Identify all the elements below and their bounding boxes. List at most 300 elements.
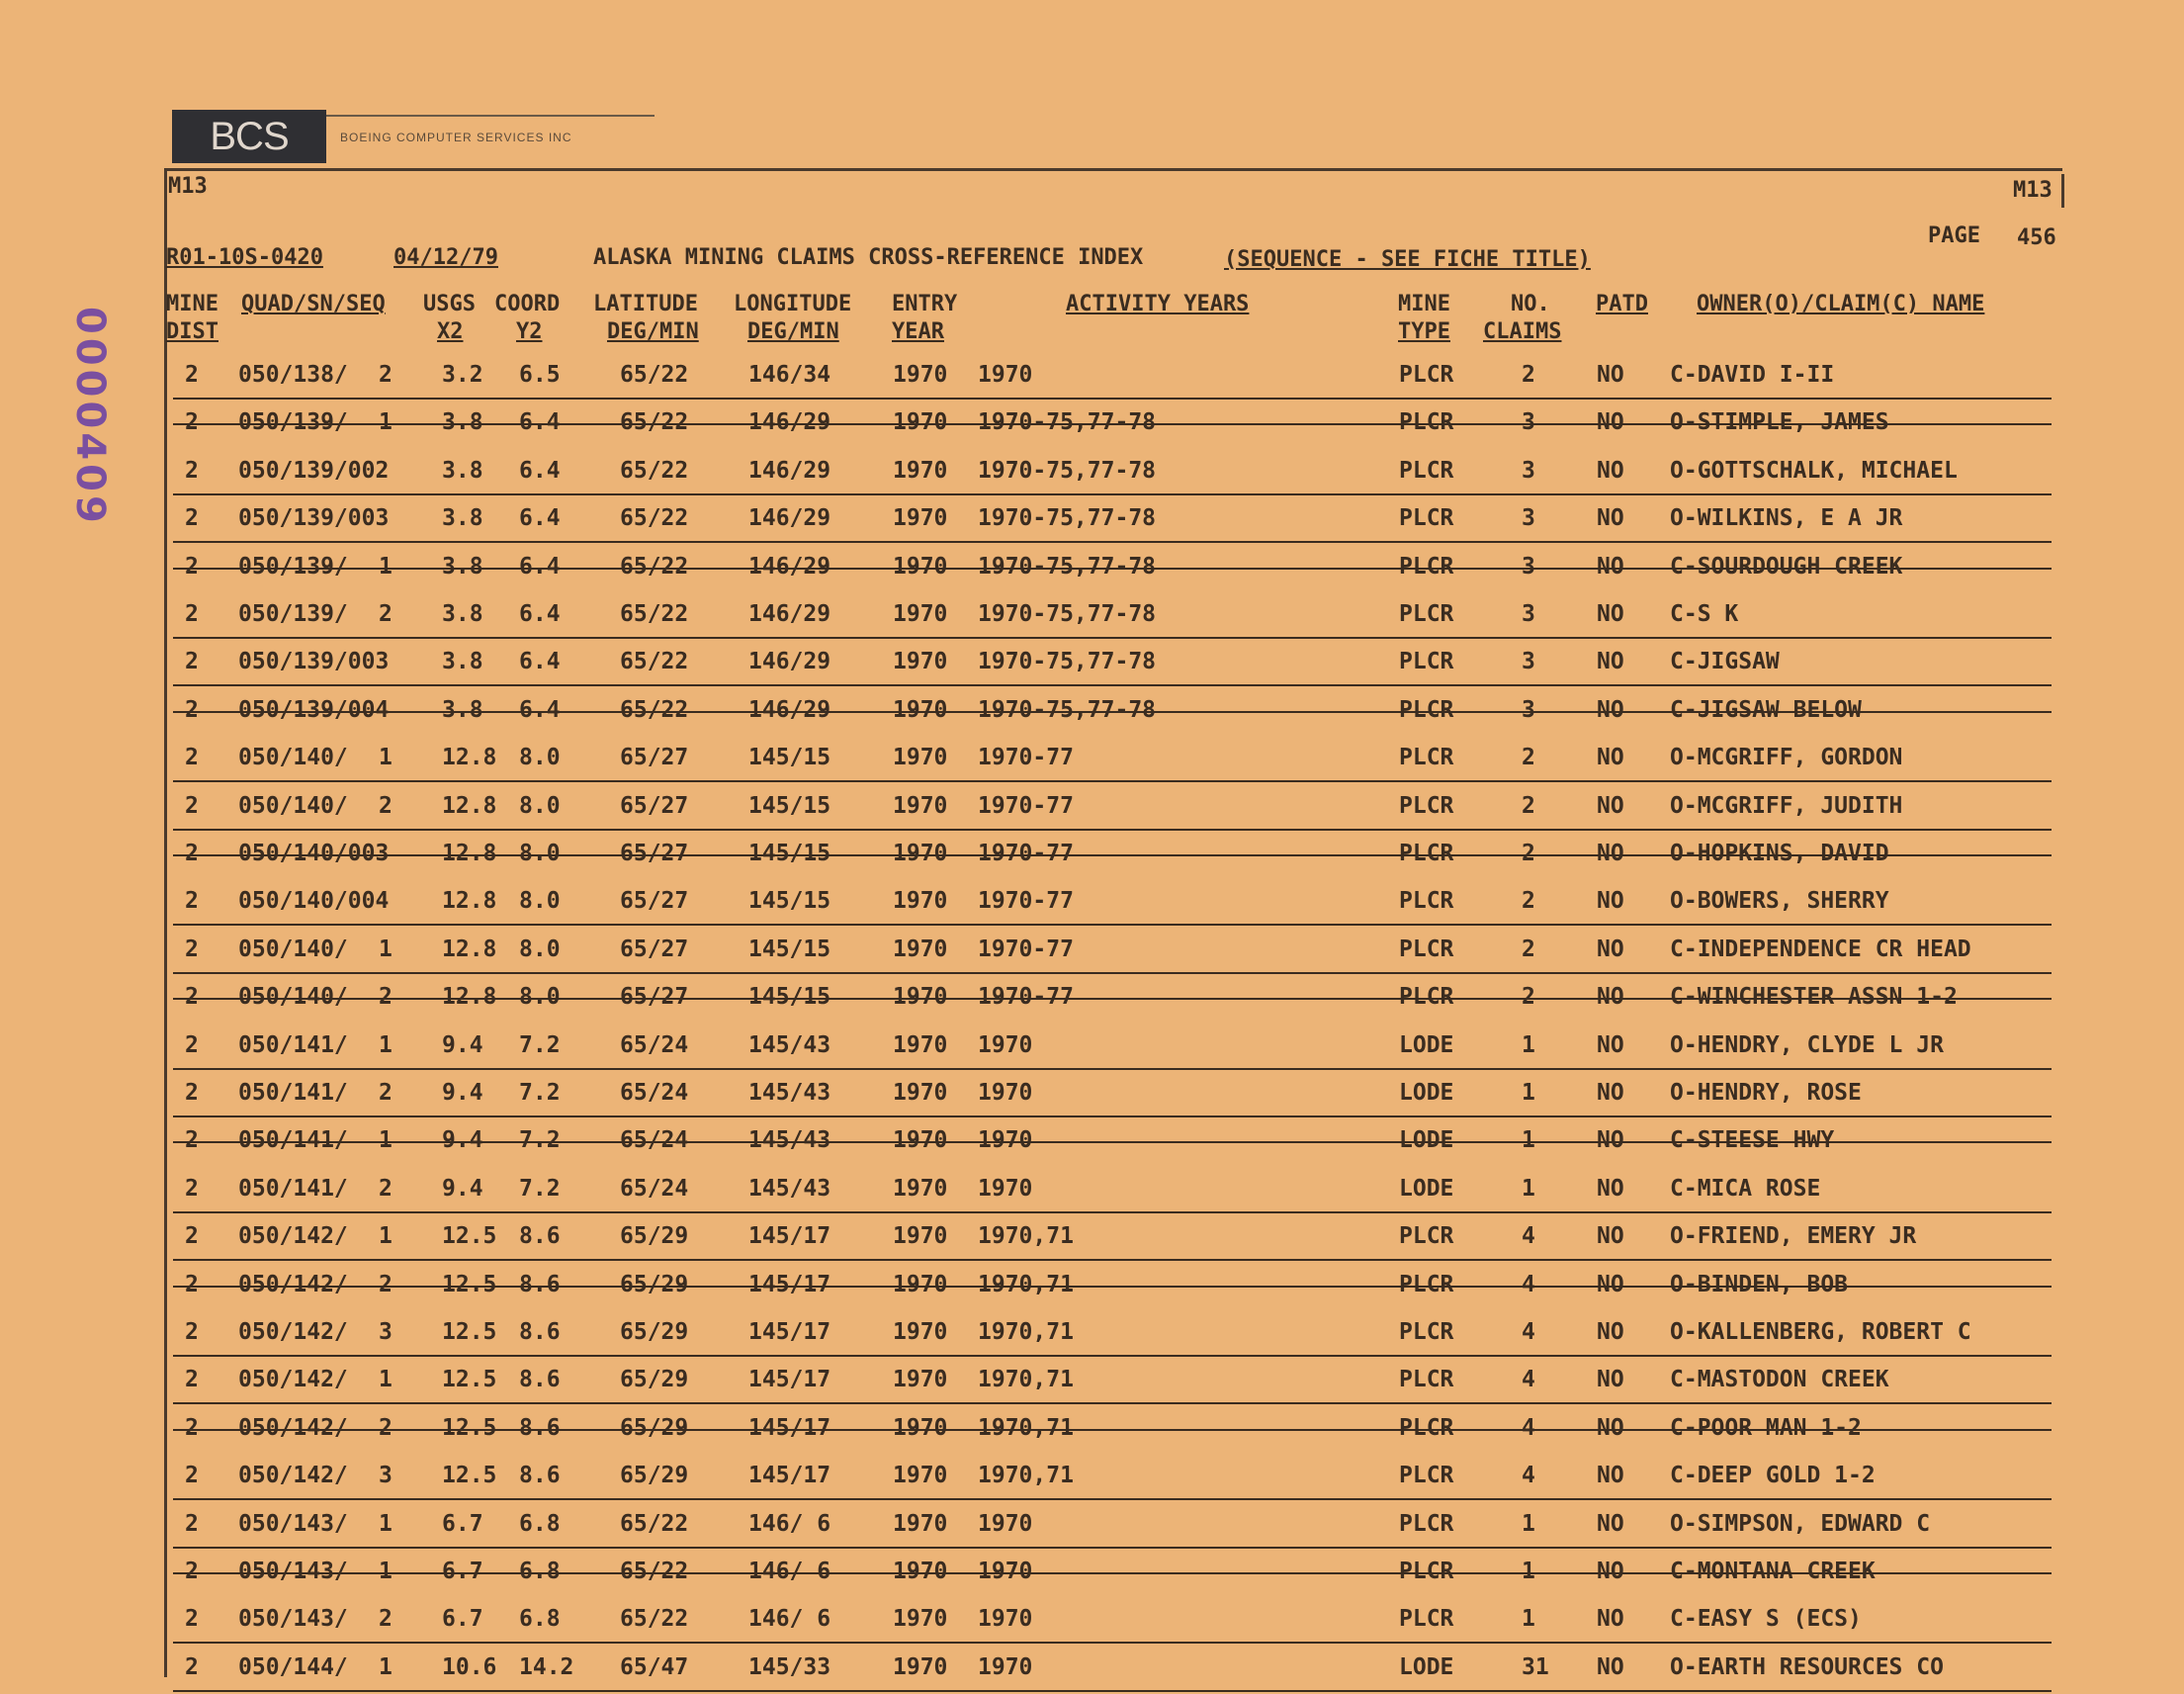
row-underline: [173, 1642, 2052, 1644]
cell-claims: 3: [1522, 696, 1535, 723]
cell-dist: 2: [185, 1271, 199, 1297]
cell-quad: 050/141/: [238, 1175, 348, 1202]
cell-owner: C-S K: [1670, 601, 1739, 627]
table-row: [173, 546, 2052, 593]
cell-lon: 146/29: [748, 505, 831, 532]
cell-quad: 050/140/: [238, 936, 348, 962]
cell-dist: 2: [185, 936, 199, 962]
cell-claims: 4: [1522, 1463, 1535, 1489]
row-strike-line: [173, 711, 2052, 713]
cell-dist: 2: [185, 1223, 199, 1250]
cell-owner: O-HOPKINS, DAVID: [1670, 841, 1889, 866]
cell-patd: NO: [1597, 792, 1624, 819]
cell-dist: 2: [185, 409, 199, 436]
cell-dist: 2: [185, 1653, 199, 1680]
cell-patd: NO: [1597, 888, 1624, 915]
cell-type: PLCR: [1399, 1559, 1454, 1584]
cell-x2: 12.8: [442, 745, 497, 771]
cell-dist: 2: [185, 601, 199, 627]
cell-y2: 6.8: [519, 1606, 561, 1633]
cell-patd: NO: [1597, 1223, 1624, 1250]
cell-activity: 1970: [978, 362, 1033, 388]
cell-lon: 146/ 6: [748, 1606, 831, 1633]
row-underline: [173, 1547, 2052, 1549]
table-row: [173, 785, 2052, 833]
report-frame-left: [164, 168, 167, 1677]
cell-lat: 65/24: [620, 1127, 689, 1154]
cell-y2: 8.6: [519, 1271, 561, 1297]
cell-owner: O-KALLENBERG, ROBERT C: [1670, 1319, 1971, 1345]
col-header-entry: ENTRY YEAR: [892, 292, 958, 344]
row-underline: [173, 972, 2052, 974]
cell-x2: 9.4: [442, 1175, 483, 1202]
cell-entry: 1970: [893, 1367, 948, 1393]
cell-dist: 2: [185, 505, 199, 532]
cell-quad: 050/140/003: [238, 841, 390, 866]
cell-owner: C-DEEP GOLD 1-2: [1670, 1463, 1876, 1489]
cell-owner: C-JIGSAW BELOW: [1670, 696, 1862, 723]
cell-entry: 1970: [893, 1031, 948, 1058]
cell-quad: 050/143/: [238, 1559, 348, 1584]
cell-y2: 7.2: [519, 1031, 561, 1058]
cell-dist: 2: [185, 841, 199, 866]
cell-quad: 050/141/: [238, 1080, 348, 1106]
cell-claims: 1: [1522, 1175, 1535, 1202]
cell-type: PLCR: [1399, 984, 1454, 1011]
cell-quad: 050/142/: [238, 1271, 348, 1297]
cell-patd: NO: [1597, 1367, 1624, 1393]
row-strike-line: [173, 854, 2052, 856]
cell-quad: 050/142/: [238, 1367, 348, 1393]
cell-owner: O-BINDEN, BOB: [1670, 1271, 1849, 1297]
cell-seq: 2: [379, 984, 393, 1011]
cell-seq: 2: [379, 1175, 393, 1202]
row-strike-line: [173, 1141, 2052, 1143]
cell-claims: 2: [1522, 888, 1535, 915]
row-underline: [173, 924, 2052, 926]
table-row: [173, 1119, 2052, 1167]
cell-entry: 1970: [893, 745, 948, 771]
cell-x2: 10.6: [442, 1653, 497, 1680]
table-row: [173, 1455, 2052, 1502]
cell-activity: 1970-75,77-78: [978, 696, 1157, 723]
cell-type: PLCR: [1399, 696, 1454, 723]
cell-seq: 1: [379, 1510, 393, 1537]
cell-entry: 1970: [893, 1559, 948, 1584]
cell-type: PLCR: [1399, 1223, 1454, 1250]
cell-entry: 1970: [893, 457, 948, 484]
cell-type: PLCR: [1399, 601, 1454, 627]
cell-dist: 2: [185, 649, 199, 675]
cell-seq: 1: [379, 1031, 393, 1058]
cell-lon: 145/17: [748, 1223, 831, 1250]
cell-quad: 050/139/: [238, 601, 348, 627]
cell-lon: 145/15: [748, 888, 831, 915]
cell-owner: O-HENDRY, CLYDE L JR: [1670, 1031, 1944, 1058]
cell-patd: NO: [1597, 1653, 1624, 1680]
table-row: [173, 1647, 2052, 1694]
cell-patd: NO: [1597, 1510, 1624, 1537]
cell-activity: 1970-77: [978, 888, 1074, 915]
report-id: R01-10S-0420: [166, 245, 323, 270]
cell-type: PLCR: [1399, 1606, 1454, 1633]
cell-y2: 8.0: [519, 984, 561, 1011]
cell-type: PLCR: [1399, 792, 1454, 819]
cell-seq: 2: [379, 1080, 393, 1106]
cell-type: PLCR: [1399, 362, 1454, 388]
table-row: [173, 401, 2052, 449]
cell-type: PLCR: [1399, 745, 1454, 771]
cell-patd: NO: [1597, 1559, 1624, 1584]
cell-y2: 8.6: [519, 1367, 561, 1393]
cell-lat: 65/27: [620, 745, 689, 771]
cell-type: PLCR: [1399, 505, 1454, 532]
cell-x2: 12.8: [442, 984, 497, 1011]
cell-activity: 1970-77: [978, 745, 1074, 771]
cell-lat: 65/27: [620, 841, 689, 866]
cell-lat: 65/24: [620, 1031, 689, 1058]
row-strike-line: [173, 1429, 2052, 1431]
cell-type: PLCR: [1399, 936, 1454, 962]
row-strike-line: [173, 998, 2052, 1000]
row-underline: [173, 1402, 2052, 1404]
cell-type: LODE: [1399, 1175, 1454, 1202]
cell-x2: 12.5: [442, 1271, 497, 1297]
cell-type: LODE: [1399, 1080, 1454, 1106]
cell-x2: 9.4: [442, 1031, 483, 1058]
cell-patd: NO: [1597, 601, 1624, 627]
cell-lat: 65/27: [620, 888, 689, 915]
col-header-type: MINE TYPE: [1398, 292, 1450, 344]
row-underline: [173, 829, 2052, 831]
cell-x2: 3.8: [442, 649, 483, 675]
cell-lat: 65/29: [620, 1463, 689, 1489]
cell-patd: NO: [1597, 362, 1624, 388]
table-row: [173, 976, 2052, 1024]
cell-patd: NO: [1597, 745, 1624, 771]
cell-entry: 1970: [893, 936, 948, 962]
cell-quad: 050/144/: [238, 1653, 348, 1680]
cell-type: PLCR: [1399, 1271, 1454, 1297]
col-header-patd: PATD: [1596, 292, 1648, 316]
cell-patd: NO: [1597, 1271, 1624, 1297]
cell-entry: 1970: [893, 696, 948, 723]
cell-lat: 65/22: [620, 1510, 689, 1537]
cell-claims: 2: [1522, 984, 1535, 1011]
cell-lat: 65/24: [620, 1175, 689, 1202]
cell-x2: 3.8: [442, 553, 483, 580]
row-strike-line: [173, 1286, 2052, 1288]
cell-dist: 2: [185, 792, 199, 819]
cell-owner: C-POOR MAN 1-2: [1670, 1414, 1862, 1441]
cell-owner: O-MCGRIFF, GORDON: [1670, 745, 1903, 771]
cell-lat: 65/29: [620, 1223, 689, 1250]
cell-type: PLCR: [1399, 841, 1454, 866]
cell-y2: 8.6: [519, 1463, 561, 1489]
cell-seq: 1: [379, 1653, 393, 1680]
cell-patd: NO: [1597, 505, 1624, 532]
cell-owner: O-EARTH RESOURCES CO: [1670, 1653, 1944, 1680]
cell-entry: 1970: [893, 1414, 948, 1441]
cell-dist: 2: [185, 1510, 199, 1537]
table-row: [173, 1025, 2052, 1072]
cell-activity: 1970,71: [978, 1463, 1074, 1489]
table-row: [173, 689, 2052, 737]
cell-lon: 146/34: [748, 362, 831, 388]
cell-lat: 65/29: [620, 1319, 689, 1345]
cell-quad: 050/141/: [238, 1031, 348, 1058]
cell-seq: 1: [379, 936, 393, 962]
cell-x2: 6.7: [442, 1559, 483, 1584]
cell-y2: 6.4: [519, 457, 561, 484]
cell-owner: O-GOTTSCHALK, MICHAEL: [1670, 457, 1958, 484]
cell-dist: 2: [185, 696, 199, 723]
logo-subtitle: BOEING COMPUTER SERVICES INC: [340, 131, 572, 144]
cell-entry: 1970: [893, 792, 948, 819]
cell-x2: 12.5: [442, 1414, 497, 1441]
cell-lon: 145/15: [748, 841, 831, 866]
cell-x2: 12.5: [442, 1223, 497, 1250]
cell-dist: 2: [185, 1175, 199, 1202]
row-underline: [173, 398, 2052, 400]
col-header-claims: NO. CLAIMS: [1483, 292, 1562, 344]
cell-quad: 050/143/: [238, 1510, 348, 1537]
cell-lon: 145/17: [748, 1463, 831, 1489]
cell-lat: 65/22: [620, 1606, 689, 1633]
cell-seq: 1: [379, 1367, 393, 1393]
cell-entry: 1970: [893, 1080, 948, 1106]
cell-activity: 1970: [978, 1031, 1033, 1058]
cell-activity: 1970: [978, 1510, 1033, 1537]
row-underline: [173, 1259, 2052, 1261]
cell-entry: 1970: [893, 1606, 948, 1633]
cell-seq: 1: [379, 409, 393, 436]
table-row: [173, 593, 2052, 641]
cell-dist: 2: [185, 1606, 199, 1633]
cell-owner: C-DAVID I-II: [1670, 362, 1835, 388]
cell-lat: 65/22: [620, 601, 689, 627]
row-underline: [173, 1115, 2052, 1117]
col-header-y2: COORD Y2: [494, 292, 561, 344]
cell-lon: 145/17: [748, 1414, 831, 1441]
cell-y2: 7.2: [519, 1175, 561, 1202]
table-row: [173, 1311, 2052, 1359]
cell-y2: 6.4: [519, 696, 561, 723]
cell-dist: 2: [185, 1080, 199, 1106]
cell-owner: C-INDEPENDENCE CR HEAD: [1670, 936, 1971, 962]
cell-dist: 2: [185, 1414, 199, 1441]
cell-quad: 050/140/: [238, 792, 348, 819]
cell-lon: 145/15: [748, 936, 831, 962]
cell-x2: 3.8: [442, 696, 483, 723]
cell-claims: 3: [1522, 409, 1535, 436]
cell-lat: 65/22: [620, 362, 689, 388]
table-row: [173, 497, 2052, 545]
cell-owner: C-STEESE HWY: [1670, 1127, 1835, 1154]
cell-seq: 2: [379, 1271, 393, 1297]
cell-quad: 050/142/: [238, 1463, 348, 1489]
cell-claims: 3: [1522, 457, 1535, 484]
cell-y2: 6.8: [519, 1510, 561, 1537]
cell-claims: 1: [1522, 1127, 1535, 1154]
cell-owner: C-JIGSAW: [1670, 649, 1780, 675]
cell-claims: 1: [1522, 1080, 1535, 1106]
logo-rule: [326, 115, 655, 117]
cell-y2: 14.2: [519, 1653, 574, 1680]
cell-claims: 1: [1522, 1031, 1535, 1058]
cell-entry: 1970: [893, 841, 948, 866]
cell-seq: 2: [379, 1414, 393, 1441]
cell-lat: 65/27: [620, 984, 689, 1011]
cell-x2: 3.2: [442, 362, 483, 388]
cell-entry: 1970: [893, 1653, 948, 1680]
cell-activity: 1970-77: [978, 936, 1074, 962]
cell-owner: O-HENDRY, ROSE: [1670, 1080, 1862, 1106]
cell-x2: 3.8: [442, 505, 483, 532]
cell-lat: 65/22: [620, 696, 689, 723]
cell-y2: 8.0: [519, 792, 561, 819]
report-title: ALASKA MINING CLAIMS CROSS-REFERENCE INDEX: [593, 245, 1144, 270]
cell-claims: 1: [1522, 1510, 1535, 1537]
cell-quad: 050/142/: [238, 1414, 348, 1441]
cell-activity: 1970,71: [978, 1271, 1074, 1297]
cell-x2: 12.8: [442, 888, 497, 915]
row-underline: [173, 684, 2052, 686]
cell-activity: 1970: [978, 1127, 1033, 1154]
cell-quad: 050/139/002: [238, 457, 390, 484]
cell-x2: 6.7: [442, 1510, 483, 1537]
corner-label-right: M13: [2013, 178, 2053, 203]
cell-entry: 1970: [893, 1175, 948, 1202]
table-row: [173, 880, 2052, 928]
table-row: [173, 1072, 2052, 1119]
cell-y2: 7.2: [519, 1127, 561, 1154]
row-underline: [173, 637, 2052, 639]
cell-owner: C-MASTODON CREEK: [1670, 1367, 1889, 1393]
cell-x2: 9.4: [442, 1127, 483, 1154]
table-row: [173, 833, 2052, 880]
cell-activity: 1970,71: [978, 1223, 1074, 1250]
cell-claims: 31: [1522, 1653, 1549, 1680]
cell-entry: 1970: [893, 409, 948, 436]
col-header-x2: USGS X2: [423, 292, 476, 344]
cell-seq: 2: [379, 1606, 393, 1633]
cell-claims: 4: [1522, 1223, 1535, 1250]
cell-lon: 146/ 6: [748, 1510, 831, 1537]
cell-dist: 2: [185, 457, 199, 484]
cell-quad: 050/139/004: [238, 696, 390, 723]
cell-claims: 1: [1522, 1606, 1535, 1633]
cell-seq: 1: [379, 745, 393, 771]
row-underline: [173, 493, 2052, 495]
cell-type: PLCR: [1399, 888, 1454, 915]
cell-y2: 8.0: [519, 745, 561, 771]
cell-patd: NO: [1597, 1031, 1624, 1058]
row-strike-line: [173, 1572, 2052, 1574]
cell-patd: NO: [1597, 1080, 1624, 1106]
cell-type: PLCR: [1399, 409, 1454, 436]
col-header-longitude: LONGITUDE DEG/MIN: [734, 292, 852, 344]
cell-dist: 2: [185, 362, 199, 388]
corner-label-left: M13: [168, 174, 208, 199]
cell-lat: 65/24: [620, 1080, 689, 1106]
cell-quad: 050/141/: [238, 1127, 348, 1154]
col-header-owner: OWNER(O)/CLAIM(C) NAME: [1697, 292, 1985, 316]
sequence-note: (SEQUENCE - SEE FICHE TITLE): [1224, 247, 1591, 272]
cell-quad: 050/140/: [238, 984, 348, 1011]
cell-seq: 1: [379, 553, 393, 580]
cell-type: PLCR: [1399, 1367, 1454, 1393]
cell-activity: 1970-75,77-78: [978, 553, 1157, 580]
table-row: [173, 1264, 2052, 1311]
cell-dist: 2: [185, 1031, 199, 1058]
cell-y2: 8.0: [519, 888, 561, 915]
cell-dist: 2: [185, 1319, 199, 1345]
cell-x2: 12.8: [442, 792, 497, 819]
row-underline: [173, 541, 2052, 543]
cell-quad: 050/140/: [238, 745, 348, 771]
cell-lon: 146/29: [748, 457, 831, 484]
cell-activity: 1970-75,77-78: [978, 409, 1157, 436]
cell-seq: 1: [379, 1223, 393, 1250]
row-underline: [173, 1211, 2052, 1213]
cell-patd: NO: [1597, 841, 1624, 866]
cell-lat: 65/29: [620, 1367, 689, 1393]
cell-quad: 050/139/003: [238, 505, 390, 532]
cell-claims: 2: [1522, 362, 1535, 388]
cell-y2: 6.4: [519, 649, 561, 675]
cell-activity: 1970-75,77-78: [978, 457, 1157, 484]
page-label: PAGE: [1928, 223, 1980, 248]
cell-owner: C-MICA ROSE: [1670, 1175, 1821, 1202]
cell-quad: 050/139/: [238, 409, 348, 436]
table-row: [173, 737, 2052, 784]
cell-type: PLCR: [1399, 553, 1454, 580]
cell-dist: 2: [185, 984, 199, 1011]
cell-lat: 65/22: [620, 505, 689, 532]
row-strike-line: [173, 423, 2052, 425]
cell-patd: NO: [1597, 936, 1624, 962]
cell-owner: O-BOWERS, SHERRY: [1670, 888, 1889, 915]
cell-type: PLCR: [1399, 649, 1454, 675]
report-frame-right: [2061, 174, 2064, 208]
cell-claims: 1: [1522, 1559, 1535, 1584]
cell-y2: 7.2: [519, 1080, 561, 1106]
cell-owner: C-EASY S (ECS): [1670, 1606, 1862, 1633]
row-underline: [173, 1498, 2052, 1500]
col-header-dist: MINE DIST: [166, 292, 218, 344]
cell-y2: 6.4: [519, 409, 561, 436]
cell-type: LODE: [1399, 1031, 1454, 1058]
cell-lon: 146/29: [748, 409, 831, 436]
cell-owner: O-WILKINS, E A JR: [1670, 505, 1903, 532]
cell-lon: 146/29: [748, 553, 831, 580]
archive-stamp: 0000409: [67, 307, 113, 527]
cell-claims: 2: [1522, 841, 1535, 866]
cell-y2: 6.5: [519, 362, 561, 388]
table-row: [173, 1168, 2052, 1215]
cell-quad: 050/143/: [238, 1606, 348, 1633]
cell-claims: 4: [1522, 1319, 1535, 1345]
cell-type: PLCR: [1399, 1319, 1454, 1345]
cell-y2: 6.4: [519, 601, 561, 627]
cell-lon: 145/15: [748, 745, 831, 771]
cell-lat: 65/22: [620, 649, 689, 675]
cell-type: LODE: [1399, 1127, 1454, 1154]
cell-activity: 1970-77: [978, 792, 1074, 819]
cell-seq: 2: [379, 362, 393, 388]
cell-lon: 145/43: [748, 1175, 831, 1202]
